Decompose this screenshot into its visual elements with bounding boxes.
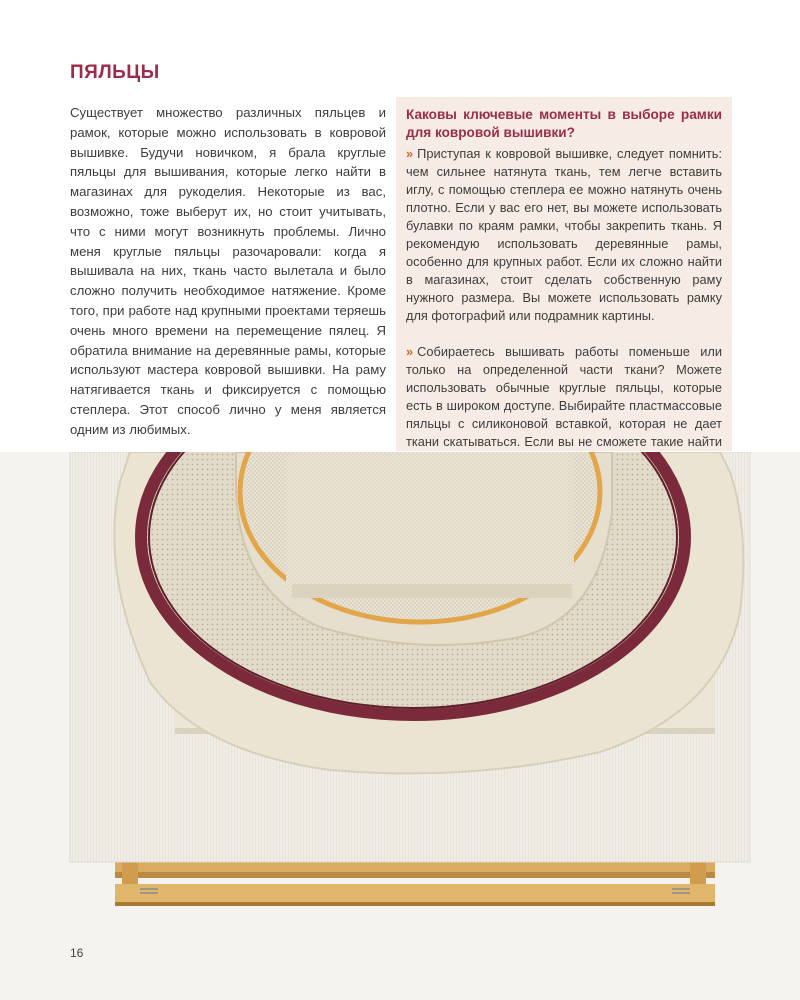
sidebar-paragraph-1 <box>406 145 722 325</box>
page-title: ПЯЛЬЦЫ <box>70 62 160 83</box>
hoops-and-frame-photo <box>0 452 800 1000</box>
sidebar-paragraph-1-text: Приступая к ковровой вышивке, следует помнить: чем сильнее натянута ткань, тем легче вставить иглу, с помощью степлера ее можно натянуть очень плотно. Если у вас его нет, вы можете использовать булавки по краям рамки, чтобы закрепить ткань. Я рекомендую использовать деревянные рамы, особенно для крупных работ. Если их сложно найти в магазинах, стоит сделать собственную раму нужного размера. Вы можете использовать рамку для фотографий или подрамник картины. <box>406 146 722 323</box>
folded-fabric-square <box>286 452 574 598</box>
body-paragraph: Существует множество различных пяльцев и рамок, которые можно использовать в ковровой вышивке. Будучи новичком, я брала круглые пяльцы для вышивания, которые легко найти в магазинах для рукоделия. Некоторые из вас, возможно, тоже выберут их, но стоит учитывать, что с ними могут возникнуть проблемы. Лично меня круглые пяльцы разочаровали: когда я вышивала на них, ткань часто вылетала и было сложно получить необходимое натяжение. Кроме того, при работе над крупными проектами теряешь очень много времени на перемещение пялец. Я обратила внимание на деревянные рамы, которые используют мастера ковровой вышивки. На раму натягивается ткань и фиксируется с помощью степлера. Этот способ лично у меня является одним из любимых. <box>70 105 386 437</box>
bullet-icon: » <box>406 146 414 161</box>
sidebar-paragraph-2-text: Собираетесь вышивать работы поменьше или только на определенной части ткани? Можете использовать обычные круглые пяльцы, которые есть в широком доступе. Выбирайте пластмассовые пяльцы с силиконовой вставкой, которая не дает ткани скатываться. Если вы не сможете такие найти <box>406 344 722 449</box>
tips-sidebar <box>396 97 732 451</box>
sidebar-heading: Каковы ключевые моменты в выборе рамки для ковровой вышивки? <box>406 107 722 140</box>
page-number: 16 <box>70 946 84 960</box>
body-text-block <box>70 103 386 440</box>
bullet-icon: » <box>406 344 414 359</box>
